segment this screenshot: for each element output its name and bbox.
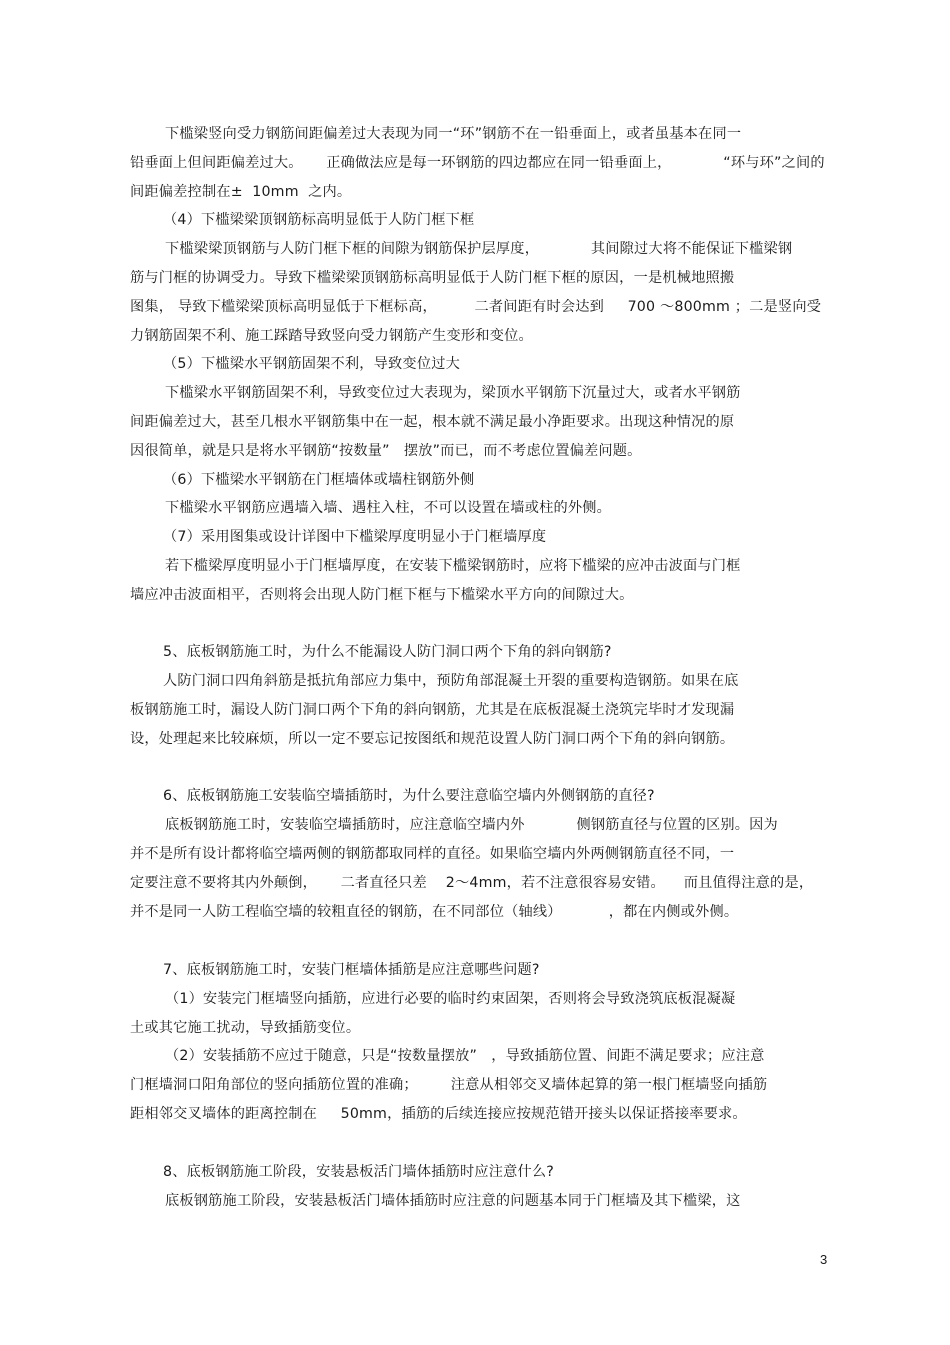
text-line: （6）下槛梁水平钢筋在门框墙体或墙柱钢筋外侧 xyxy=(163,472,475,488)
page-number: 3 xyxy=(820,1252,828,1267)
text-line: （5）下槛梁水平钢筋固架不利，导致变位过大 xyxy=(163,356,460,372)
text-line: 并不是所有设计都将临空墙两侧的钢筋都取同样的直径。如果临空墙内外两侧钢筋直径不同，一 xyxy=(130,846,735,862)
text-line: 底板钢筋施工阶段，安装悬板活门墙体插筋时应注意的问题基本同于门框墙及其下槛梁，这 xyxy=(165,1193,741,1209)
text-line: （7）采用图集或设计详图中下槛梁厚度明显小于门框墙厚度 xyxy=(163,529,547,545)
text-line: 人防门洞口四角斜筋是抵抗角部应力集中，预防角部混凝土开裂的重要构造钢筋。如果在底 xyxy=(163,673,739,689)
text-line: 距相邻交叉墙体的距离控制在 50mm，插筋的后续连接应按规范错开接头以保证搭接率要求。 xyxy=(130,1106,747,1122)
text-line: 板钢筋施工时，漏设人防门洞口两个下角的斜向钢筋，尤其是在底板混凝土浇筑完毕时才发现漏 xyxy=(130,702,735,718)
text-line: 8、底板钢筋施工阶段，安装悬板活门墙体插筋时应注意什么? xyxy=(163,1164,555,1180)
text-line: 下槛梁梁顶钢筋与人防门框下框的间隙为钢筋保护层厚度， 其间隙过大将不能保证下槛梁钢 xyxy=(165,241,793,257)
text-line: 6、底板钢筋施工安装临空墙插筋时，为什么要注意临空墙内外侧钢筋的直径? xyxy=(163,788,655,804)
text-line: 间距偏差控制在± 10mm 之内。 xyxy=(130,184,352,200)
text-line: 力钢筋固架不利、施工踩踏导致竖向受力钢筋产生变形和变位。 xyxy=(130,328,533,344)
text-line: 设，处理起来比较麻烦，所以一定不要忘记按图纸和规范设置人防门洞口两个下角的斜向钢筋。 xyxy=(130,731,735,747)
text-line: 下槛梁水平钢筋固架不利，导致变位过大表现为，梁顶水平钢筋下沉量过大，或者水平钢筋 xyxy=(165,385,741,401)
text-line: 底板钢筋施工时，安装临空墙插筋时，应注意临空墙内外 侧钢筋直径与位置的区别。因为 xyxy=(165,817,778,833)
text-line: 若下槛梁厚度明显小于门框墙厚度，在安装下槛梁钢筋时，应将下槛梁的应冲击波面与门框 xyxy=(165,558,741,574)
text-line: 铅垂面上但间距偏差过大。 正确做法应是每一环钢筋的四边都应在同一铅垂面上， “环与环”之间的 xyxy=(130,155,825,171)
text-line: （4）下槛梁梁顶钢筋标高明显低于人防门框下框 xyxy=(163,212,475,228)
text-line: 筋与门框的协调受力。导致下槛梁梁顶钢筋标高明显低于人防门框下框的原因，一是机械地照搬 xyxy=(130,270,735,286)
text-line: 下槛梁竖向受力钢筋间距偏差过大表现为同一“环”钢筋不在一铅垂面上，或者虽基本在同一 xyxy=(165,126,742,142)
text-line: （2）安装插筋不应过于随意，只是“按数量摆放” ，导致插筋位置、间距不满足要求；应注意 xyxy=(165,1048,765,1064)
text-line: 土或其它施工扰动，导致插筋变位。 xyxy=(130,1020,361,1036)
text-line: 门框墙洞口阳角部位的竖向插筋位置的准确； 注意从相邻交叉墙体起算的第一根门框墙竖向插筋 xyxy=(130,1077,768,1093)
text-line: （1）安装完门框墙竖向插筋，应进行必要的临时约束固架，否则将会导致浇筑底板混凝凝 xyxy=(165,991,736,1007)
text-line: 墙应冲击波面相平，否则将会出现人防门框下框与下槛梁水平方向的间隙过大。 xyxy=(130,587,634,603)
text-line: 间距偏差过大，甚至几根水平钢筋集中在一起，根本就不满足最小净距要求。出现这种情况的原 xyxy=(130,414,735,430)
text-line: 并不是同一人防工程临空墙的较粗直径的钢筋，在不同部位（轴线） ，都在内侧或外侧。 xyxy=(130,904,739,920)
text-line: 7、底板钢筋施工时，安装门框墙体插筋是应注意哪些问题? xyxy=(163,962,540,978)
text-line: 图集， 导致下槛梁梁顶标高明显低于下框标高， 二者间距有时会达到 700 ～800mm ；二是竖向受 xyxy=(130,299,822,315)
text-line: 定要注意不要将其内外颠倒， 二者直径只差 2～4mm，若不注意很容易安错。 而且值得注意的是， xyxy=(130,875,814,891)
text-line: 5、底板钢筋施工时，为什么不能漏设人防门洞口两个下角的斜向钢筋? xyxy=(163,644,612,660)
text-line: 因很简单，就是只是将水平钢筋“按数量” 摆放”而已，而不考虑位置偏差问题。 xyxy=(130,443,642,459)
text-line: 下槛梁水平钢筋应遇墙入墙、遇柱入柱，不可以设置在墙或柱的外侧。 xyxy=(165,500,612,516)
